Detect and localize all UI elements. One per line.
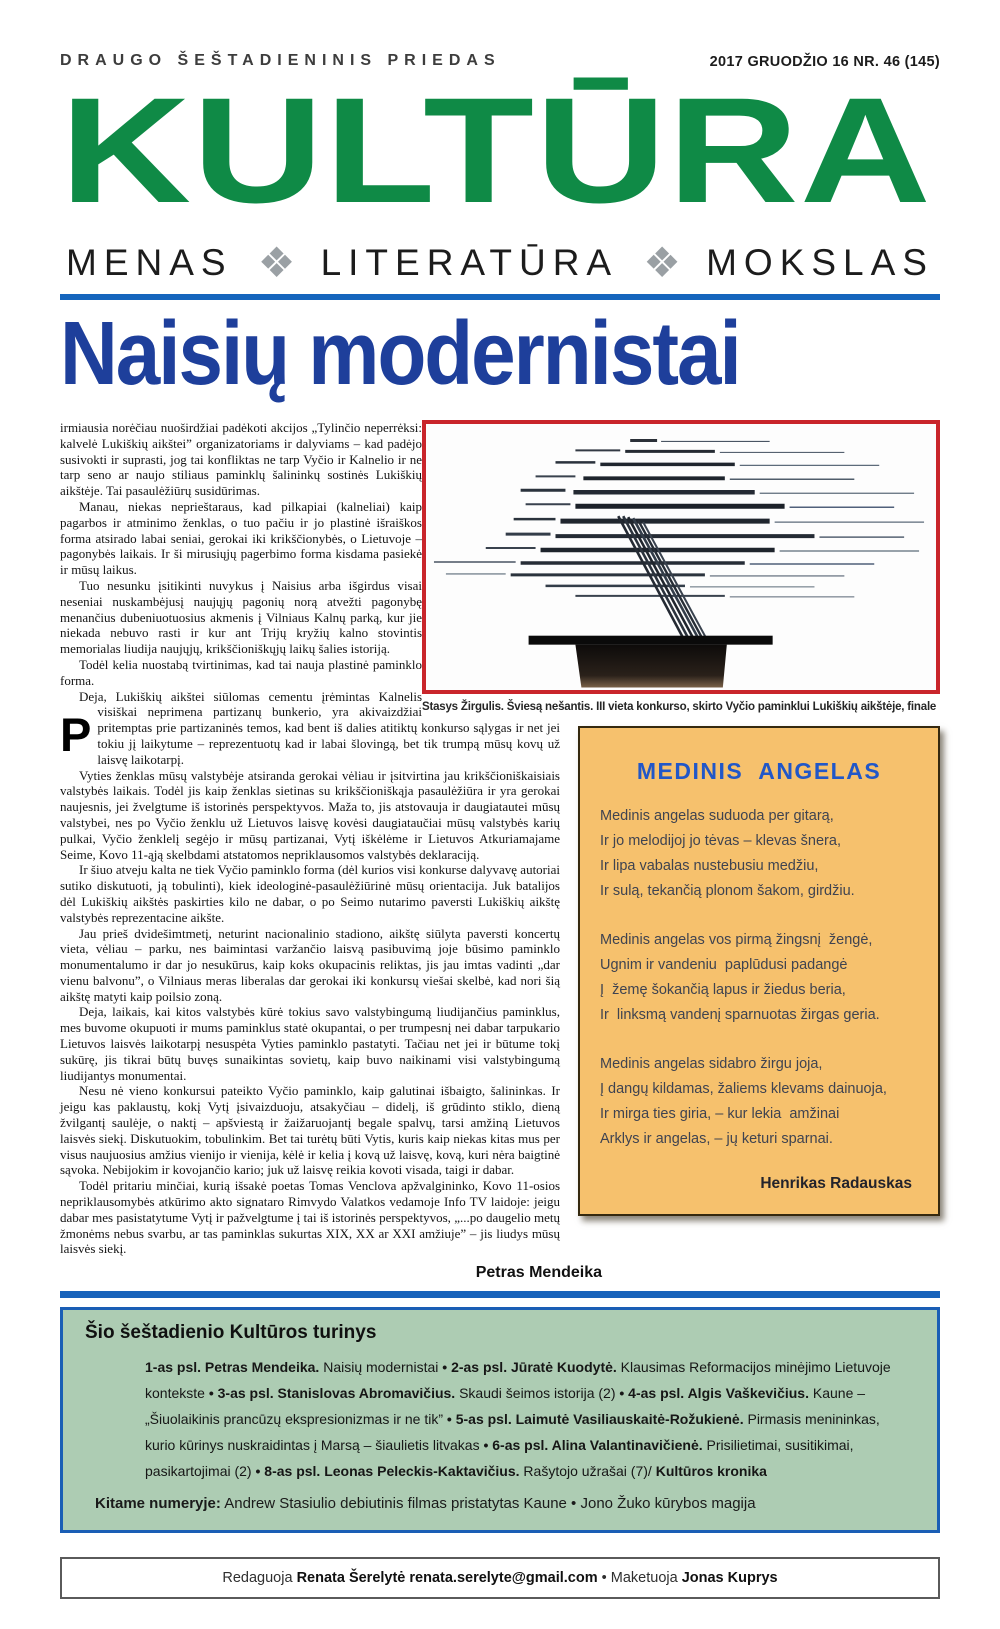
poem-line: Į dangų kildamas, žaliems klevams dainuoja, bbox=[600, 1080, 887, 1097]
toc-entry-text: Kaune – „Šiuolaikinis prancūzų ekspresionizmas ir ne tik” bbox=[145, 1385, 866, 1428]
poem-line: Ir lipa vabalas nustebusiu medžiu, bbox=[600, 857, 819, 874]
toc-entry-lead: 6-as psl. Alina Valantinavičienė. bbox=[492, 1437, 703, 1454]
next-issue-label: Kitame numeryje: bbox=[95, 1495, 221, 1513]
article-headline: Naisių modernistai bbox=[60, 303, 740, 403]
toc-entry-text: Skaudi šeimos istorija (2) bbox=[459, 1385, 616, 1402]
masthead-subjects bbox=[60, 239, 940, 286]
article-paragraph: Ir šiuo atveju kalta ne tiek Vyčio paminklo forma (dėl kurios visi konkurse dalyvavę autoriai sutiko diskutuoti, ją tobulinti), kiek ideologinė-pasaulėžiūrinė mūsų orientacija. Juk batalijos dėl Lukiškių aikštės paskirties kilo ne dabar, o po Seimo nutarimo paversti Lukiškių aikštę valstybės reprezentacine aikšte. bbox=[60, 862, 560, 925]
bullet-icon: • bbox=[483, 1437, 489, 1454]
article-body bbox=[60, 420, 940, 1281]
article-paragraph: Deja, laikais, kai kitos valstybės kūrė tokius savo valstybingumą liudijančius paminklus, mes buvome okupuoti ir mums paminklus statė okupantai, o per trumpesnį nei dabar tarpukario Lietuvos laisvės laikotarpį nesuspėta Vyties paminklo pastatyti. Tačiau net jei ir būtume tokį sukūrę, jis tikrai būtų buvęs sunaikintas sovietų, kaip buvo naikinami visi valstybingumą liudijantys monumentai. bbox=[60, 1004, 560, 1083]
imprint-footer bbox=[60, 1557, 940, 1599]
drop-cap: P bbox=[60, 708, 92, 761]
subject-literatura: LITERATŪRA bbox=[320, 242, 619, 283]
editor-name-email: Renata Šerelytė renata.serelyte@gmail.com bbox=[296, 1570, 598, 1587]
article-figure bbox=[422, 420, 940, 714]
article-paragraph: Jau prieš dvidešimtmetį, neturint nacionalinio stadiono, aikštę siūlyta paversti koncertų vieta, vėliau – parku, nes baimintasi varžančio laisvą pasibuvimą joje būsimo paminklo monumentalumo ir dar jo nesukūrus, kaip koks okupacinis reliktas, jis jau imtas vadinti „dar vienu balvonu”, o Vilniaus meras liberalas dar gerokai iki konkursų viešai skelbė, kad nori šią aikštę matyti kaip poilsio zoną. bbox=[60, 925, 560, 1004]
article-paragraph: Todėl pritariu minčiai, kurią išsakė poetas Tomas Venclova apžvalgininko, Kovo 11-osios nepriklausomybės atkūrimo akto signataro Rimvydo Valatkos vedamoje Info TV laidoje: jeigu dabar mes pasistatytume Vytį ir pažvelgtume į tai iš istorinės perspektyvos, „...po daugelio metų žmonėms nebus svarbu, ar tas paminklas sukurtas XIX, XX ar XXI amžiuje” – jis liudys mūsų laisvės siekį. bbox=[60, 1178, 560, 1257]
layout-label: Maketuoja bbox=[610, 1570, 678, 1587]
kicker-text: DRAUGO ŠEŠTADIENINIS PRIEDAS bbox=[60, 52, 501, 69]
toc-title: Šio šeštadienio Kultūros turinys bbox=[85, 1322, 377, 1344]
poem-line: Medinis angelas sidabro žirgu joja, bbox=[600, 1055, 823, 1072]
toc-entry-lead: 1-as psl. Petras Mendeika. bbox=[145, 1359, 320, 1376]
masthead bbox=[60, 52, 940, 300]
poem-stanza bbox=[600, 928, 918, 1028]
poem-line: Arklys ir angelas, – jų keturi sparnai. bbox=[600, 1130, 833, 1147]
toc-entry-lead: 8-as psl. Leonas Peleckis-Kaktavičius. bbox=[264, 1463, 520, 1480]
toc-entry-text: Prisilietimai, susitikimai, pasikartojimai (2) bbox=[145, 1437, 854, 1480]
poem-box bbox=[578, 726, 940, 1216]
poem-line: Medinis angelas suduoda per gitarą, bbox=[600, 807, 834, 824]
poem-line: Ugnim ir vandeniu paplūdusi padangė bbox=[600, 956, 848, 973]
article-paragraph: Vyties ženklas mūsų valstybėje atsiranda gerokai vėliau ir įsitvirtina jau krikščioniškaisiais valstybės laikais. Todėl jis kaip ženklas sietinas su krikščioniškąja pasaulėžiūra ir yra gerokai naujesnis, jei žvelgtume iš istorinės perspektyvos. Maža to, jis atstovauja ir daugiatautei mūsų valstybei, nes po Vyčio ženklu už Lietuvos laisvę kovėsi daugiataučiai mūsų valstybės karių pulkai, Vyčio ženklelį segėjo ir mūsų partizanai, Vytį iškėlėme ir Lietuvos Atkuriamajame Seime, Kovo 11-ąją skelbdami atstatomos nepriklausomos valstybės deklaraciją. bbox=[60, 767, 560, 862]
bullet-icon: • bbox=[255, 1463, 261, 1480]
article-paragraph: Tuo nesunku įsitikinti nuvykus į Naisius arba išgirdus visai neseniai nuskambėjusį naujųjų pagonių norą atvežti pagonybę menančius dubeniuotuosius akmenis į Vilniaus Kalnų parką, kur jie niekada nebuvo rasti ir kur ant Trijų kryžių kalno stovintis memorialas liudija naujųjų, krikščioniškųjų laikų šalies istoriją. bbox=[60, 577, 422, 657]
toc-box bbox=[60, 1307, 940, 1533]
sculpture-image bbox=[426, 424, 936, 690]
toc-entry-text: Rašytojo užrašai (7)/ bbox=[523, 1463, 652, 1480]
sculpture-photo-frame bbox=[422, 420, 940, 694]
poem-stanza bbox=[600, 804, 918, 904]
poem-author: Henrikas Radauskas bbox=[760, 1174, 912, 1192]
bullet-icon: • bbox=[442, 1359, 448, 1376]
subject-mokslas: MOKSLAS bbox=[706, 242, 934, 283]
masthead-title-wrap bbox=[60, 66, 940, 236]
toc-entry-lead: 5-as psl. Laimutė Vasiliauskaitė-Rožukienė. bbox=[455, 1411, 744, 1428]
poem-line: Ir linksmą vandenį sparnuotas žirgas geria. bbox=[600, 1006, 880, 1023]
publication-title: KULTŪRA bbox=[60, 66, 933, 234]
issue-info: 2017 GRUODŽIO 16 NR. 46 (145) bbox=[709, 54, 940, 70]
toc-entry-text: Naisių modernistai bbox=[323, 1359, 439, 1376]
editor-label: Redaguoja bbox=[222, 1570, 293, 1587]
poem-line: Ir jo melodijoj jo tėvas – klevas šnera, bbox=[600, 832, 841, 849]
bullet-icon: • bbox=[208, 1385, 214, 1402]
article-paragraph: Deja, Lukiškių aikštei siūlomas cementu įrėmintas Kalnelis visiškai neprimena partizanų bunkerio, yra akivaizdžiai pritemptas prie partizaninės temos, kad bent iš dalies atitiktų konkurso sąlygas ir net jei tokiu jį laikytume – reprezentuotų kad ir labai šlovingą, bet tik trumpą mūsų kovų už laisvę laikotarpį. bbox=[79, 688, 560, 767]
toc-entry-text: Klausimas Reformacijos minėjimo Lietuvoje kontekste bbox=[145, 1359, 891, 1402]
pedestal-top bbox=[529, 636, 773, 645]
toc-body bbox=[85, 1354, 915, 1484]
bullet-icon: • bbox=[446, 1411, 452, 1428]
toc-entry-text: Pirmasis menininkas, kurio kūrinys nuskraidintas į Marsą – šiaulietis litvakas bbox=[145, 1411, 880, 1454]
section-rule bbox=[60, 1291, 940, 1298]
article-byline: Petras Mendeika bbox=[475, 1264, 602, 1282]
subject-menas: MENAS bbox=[66, 242, 233, 283]
next-issue-text: Andrew Stasiulio debiutinis filmas pristatytas Kaune • Jono Žuko kūrybos magija bbox=[224, 1495, 756, 1513]
toc-entry-lead: 4-as psl. Algis Vaškevičius. bbox=[628, 1385, 809, 1402]
fleuron-icon: ❖ bbox=[643, 239, 681, 286]
fleuron-icon: ❖ bbox=[257, 239, 296, 286]
layout-person: Jonas Kuprys bbox=[681, 1570, 778, 1587]
poem-line: Ir mirga ties giria, – kur lekia amžinai bbox=[600, 1105, 840, 1122]
toc-entry-lead: 3-as psl. Stanislovas Abromavičius. bbox=[217, 1385, 456, 1402]
poem-line: Į žemę šokančią lapus ir žiedus beria, bbox=[600, 981, 846, 998]
poem-title: MEDINIS ANGELAS bbox=[636, 758, 882, 784]
article-paragraph: Manau, niekas neprieštaraus, kad pilkapiai (kalneliai) kaip pagarbos ir atminimo ženklas, o tuo pačiu ir jo plastinė išraiškos forma atsirado labai seniai, gerokai iki krikščionybės, o Lietuvoje – pagonybės laikais. Ir ši mirusiųjų pagerbimo forma kisdama pasiekė ir mūsų laikus. bbox=[60, 498, 422, 578]
poem-line: Ir sulą, tekančią plonom šakom, girdžiu. bbox=[600, 882, 855, 899]
toc-entry-tail: Kultūros kronika bbox=[655, 1463, 767, 1480]
newspaper-page bbox=[60, 0, 940, 1629]
bullet-icon: • bbox=[619, 1385, 625, 1402]
pedestal-base bbox=[575, 645, 726, 688]
masthead-rule bbox=[60, 294, 940, 300]
poem-stanza bbox=[600, 1052, 918, 1152]
toc-next-issue bbox=[85, 1492, 915, 1516]
poem-line: Medinis angelas vos pirmą žingsnį žengė, bbox=[600, 931, 873, 948]
separator-dot: • bbox=[601, 1570, 607, 1587]
figure-caption: Stasys Žirgulis. Šviesą nešantis. III vieta konkurso, skirto Vyčio paminklui Lukiškių aikštėje, finale bbox=[422, 701, 937, 713]
article-paragraph: Todėl kelia nuostabą tvirtinimas, kad tai nauja plastinė paminklo forma. bbox=[60, 656, 422, 688]
toc-entry-lead: 2-as psl. Jūratė Kuodytė. bbox=[451, 1359, 617, 1376]
article-paragraph: Nesu nė vieno konkursui pateikto Vyčio paminklo, kaip galutinai išbaigto, šalininkas. Ir jeigu kas paklaustų, kokį Vytį įsivaizduoju, atsakyčiau – didelį, iš grūdinto stiklo, dieną žvilgantį saulėje, o naktį – apšviestą ir žaižaruojantį begale spalvų, tarsi amžiną Lietuvos laisvės siekį. Diskutuokim, tobulinkim. Bet tai turėtų būti Vytis, kuris kaip niekas kitas mus per visus naujuosius amžius vienijo ir vienija, kėlė ir kelia į kovą už laisvę, kovą, kuri nėra baigtinė sąvoka. Nebijokim ir kovojančio kario; juk už laisvę reikia kovoti visada, taigi ir dabar. bbox=[60, 1083, 560, 1178]
paragraph-text: irmiausia norėčiau nuoširdžiai padėkoti akcijos „Tylinčio neperrėksi: kalvelė Lukiškių aikštei” organizatoriams ir dalyviams – kad padėjo susivokti ir suprasti, jog tai konfliktas ne tarp Vyčio ir Kalnelio ir ne tarp seno ar naujo stiliaus paminklų šalininkų sostinės Lukiškių aikštėje. Tai pasaulėžiūrų susidūrimas. bbox=[60, 420, 422, 499]
